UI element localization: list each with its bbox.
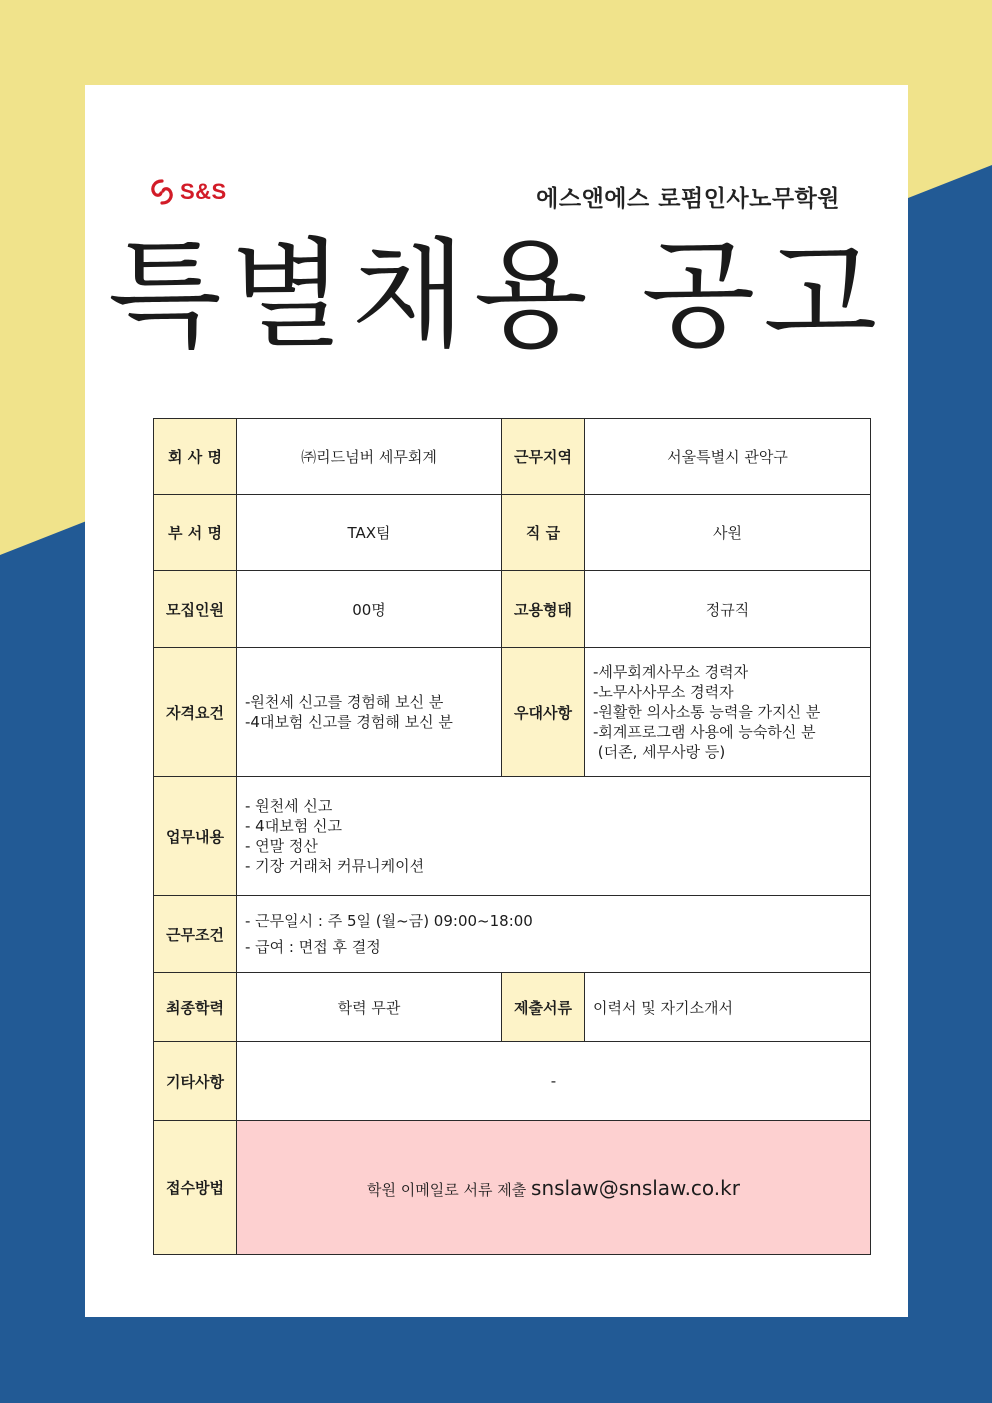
duties-list [237, 777, 871, 896]
qualification-item: -원천세 신고를 경험해 보신 분 [245, 693, 444, 711]
duties-item: - 원천세 신고 [245, 797, 333, 815]
qualification-item: -4대보험 신고를 경험해 보신 분 [245, 713, 453, 731]
poster-card [85, 85, 908, 1317]
table-row [154, 777, 871, 896]
conditions-item: - 근무일시 : 주 5일 (월~금) 09:00~18:00 [245, 912, 533, 930]
conditions-item: - 급여 : 면접 후 결정 [245, 938, 381, 956]
employment-value: 정규직 [585, 571, 871, 648]
duties-item: - 기장 거래처 커뮤니케이션 [245, 857, 425, 875]
apply-method [237, 1121, 871, 1255]
headcount-label: 모집인원 [154, 571, 237, 648]
preference-item: -원활한 의사소통 능력을 가지신 분 [593, 703, 821, 721]
table-row [154, 571, 871, 648]
logo-swirl-icon [148, 178, 176, 206]
preference-item: -세무회계사무소 경력자 [593, 663, 749, 681]
table-row [154, 973, 871, 1042]
education-value: 학력 무관 [237, 973, 502, 1042]
table-row [154, 648, 871, 777]
company-label: 회 사 명 [154, 419, 237, 495]
preference-label: 우대사항 [502, 648, 585, 777]
apply-label: 접수방법 [154, 1121, 237, 1255]
table-row [154, 1121, 871, 1255]
job-info-table [153, 418, 871, 1255]
page-title: 특별채용 공고 [107, 226, 886, 364]
duties-item: - 연말 정산 [245, 837, 318, 855]
apply-email: snslaw@snslaw.co.kr [531, 1175, 740, 1200]
preference-item: -노무사사무소 경력자 [593, 683, 734, 701]
conditions-list [237, 896, 871, 973]
academy-name: 에스앤에스 로펌인사노무학원 [536, 186, 840, 212]
qualification-label: 자격요건 [154, 648, 237, 777]
dept-value: TAX팀 [237, 495, 502, 571]
duties-label: 업무내용 [154, 777, 237, 896]
table-row [154, 495, 871, 571]
preference-item: -회계프로그램 사용에 능숙하신 분 [593, 723, 816, 741]
table-row [154, 896, 871, 973]
etc-value: - [237, 1042, 871, 1121]
preference-list [585, 648, 871, 777]
region-value: 서울특별시 관악구 [585, 419, 871, 495]
headcount-value: 00명 [237, 571, 502, 648]
duties-item: - 4대보험 신고 [245, 817, 342, 835]
table-row [154, 1042, 871, 1121]
logo-text: S&S [180, 179, 227, 204]
education-label: 최종학력 [154, 973, 237, 1042]
dept-label: 부 서 명 [154, 495, 237, 571]
position-value: 사원 [585, 495, 871, 571]
documents-value: 이력서 및 자기소개서 [585, 973, 871, 1042]
etc-label: 기타사항 [154, 1042, 237, 1121]
conditions-label: 근무조건 [154, 896, 237, 973]
apply-text: 학원 이메일로 서류 제출 [367, 1180, 527, 1199]
employment-label: 고용형태 [502, 571, 585, 648]
qualification-list [237, 648, 502, 777]
region-label: 근무지역 [502, 419, 585, 495]
company-value: ㈜리드넘버 세무회계 [237, 419, 502, 495]
company-logo [148, 178, 227, 206]
position-label: 직 급 [502, 495, 585, 571]
preference-item: (더존, 세무사랑 등) [593, 743, 726, 761]
table-row [154, 419, 871, 495]
documents-label: 제출서류 [502, 973, 585, 1042]
